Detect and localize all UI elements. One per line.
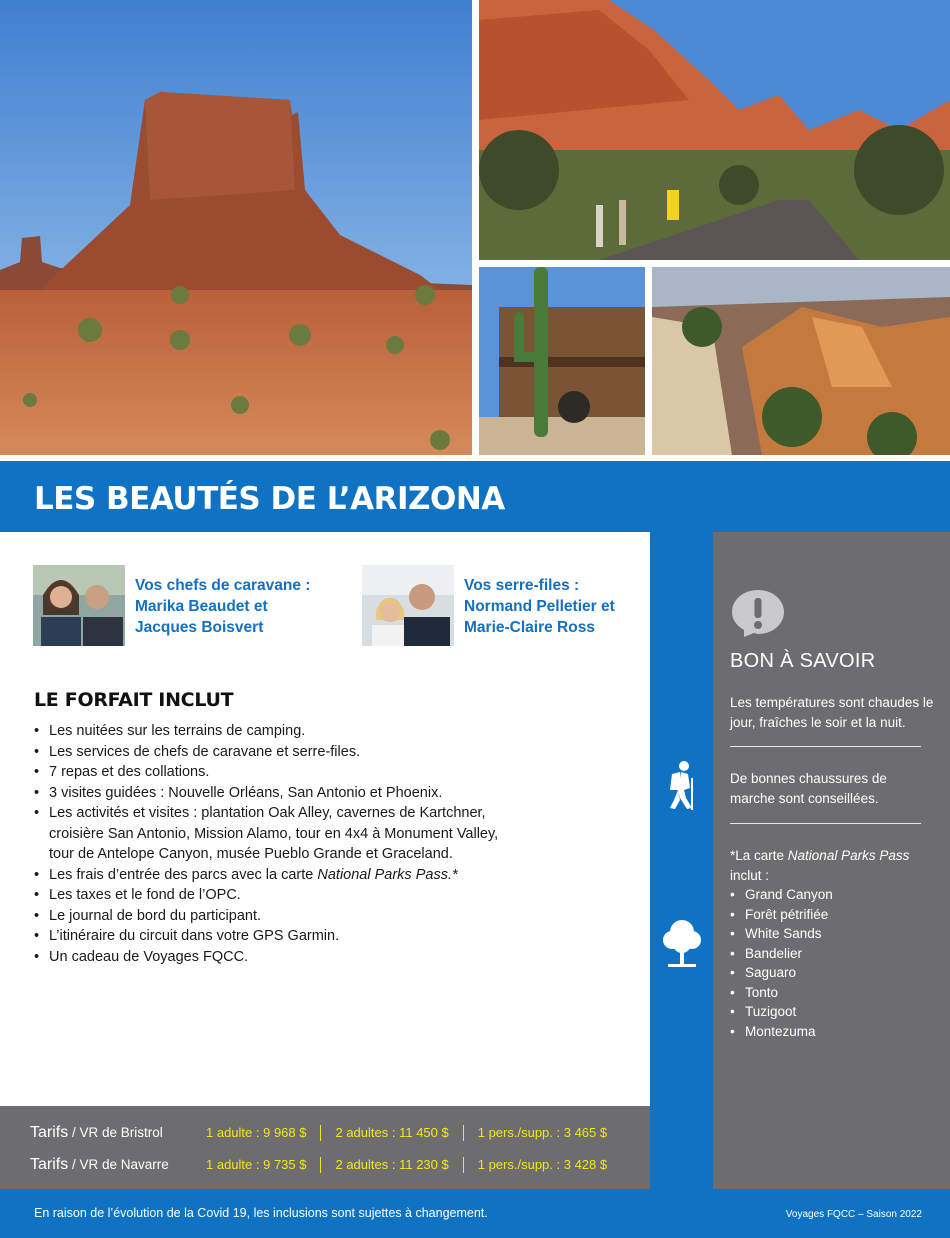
list-item: • Forêt pétrifiée <box>730 905 910 925</box>
parks-list <box>730 885 910 1041</box>
leader-line: Vos chefs de caravane : <box>135 577 311 594</box>
photo-grand-canyon <box>652 267 950 455</box>
leader-line: Normand Pelletier et <box>464 598 615 615</box>
tree-icon <box>662 918 702 968</box>
leader-line: Vos serre-files : <box>464 577 580 594</box>
forfait-title: LE FORFAIT INCLUT <box>34 689 234 711</box>
leader-line: Marika Beaudet et <box>135 598 268 615</box>
leader-line: Marie-Claire Ross <box>464 619 595 636</box>
bon-paragraph-2: De bonnes chaussures de marche sont conseillées. <box>730 771 887 806</box>
list-item: • White Sands <box>730 924 910 944</box>
tarif-label <box>30 1124 206 1142</box>
avatar-chefs <box>33 565 125 646</box>
list-item: • Grand Canyon <box>730 885 910 905</box>
tarif-price: 1 adulte : 9 968 $ <box>206 1125 307 1140</box>
tarif-price: 1 pers./supp. : 3 465 $ <box>463 1125 621 1141</box>
list-item: • Montezuma <box>730 1022 910 1042</box>
leaders-serre-files-text <box>464 565 615 646</box>
footer-credit: Voyages FQCC – Saison 2022 <box>785 1209 922 1220</box>
parks-intro: *La carte <box>730 848 788 863</box>
divider <box>730 823 921 824</box>
list-item: • L’itinéraire du circuit dans votre GPS Garmin. <box>34 926 594 947</box>
tarif-label <box>30 1156 206 1174</box>
blue-side-strip <box>650 532 713 1189</box>
bon-a-savoir-panel <box>713 532 950 1189</box>
list-item: • 7 repas et des collations. <box>34 762 594 783</box>
list-item: • Les nuitées sur les terrains de camping. <box>34 721 594 742</box>
hiker-icon <box>664 760 698 810</box>
photo-cactus-saloon <box>479 267 645 455</box>
list-item-text: Les frais d’entrée des parcs avec la carte <box>49 866 318 883</box>
list-item: • Les taxes et le fond de l’OPC. <box>34 885 594 906</box>
tarif-row <box>30 1156 621 1174</box>
tarif-price: 2 adultes : 11 450 $ <box>320 1125 462 1141</box>
list-item: • Les services de chefs de caravane et serre-files. <box>34 742 594 763</box>
list-item: • 3 visites guidées : Nouvelle Orléans, San Antonio et Phoenix. <box>34 783 594 804</box>
bon-paragraph-1: Les températures sont chaudes le jour, fraîches le soir et la nuit. <box>730 695 934 730</box>
bon-parks-block <box>730 846 910 1041</box>
list-item: • Saguaro <box>730 963 910 983</box>
list-item <box>34 803 594 865</box>
list-item-line: Les activités et visites : plantation Oak Alley, cavernes de Kartchner, <box>49 805 486 821</box>
list-item-line: tour de Antelope Canyon, musée Pueblo Grande et Graceland. <box>49 846 453 862</box>
list-item: • Tuzigoot <box>730 1002 910 1022</box>
tarif-label-sub: / VR de Navarre <box>68 1157 169 1172</box>
list-item: • Tonto <box>730 983 910 1003</box>
tarif-price: 1 pers./supp. : 3 428 $ <box>463 1157 621 1173</box>
photo-sedona-road <box>479 0 950 260</box>
footer-band <box>0 1189 950 1238</box>
leader-line: Jacques Boisvert <box>135 619 264 636</box>
leaders-chefs <box>33 565 310 646</box>
tarif-price: 1 adulte : 9 735 $ <box>206 1157 307 1172</box>
leaders-chefs-text <box>135 565 310 646</box>
tarif-label-sub: / VR de Bristrol <box>68 1125 163 1140</box>
list-item-italic: National Parks Pass.* <box>317 866 458 883</box>
list-item-line: croisière San Antonio, Mission Alamo, tour en 4x4 à Monument Valley, <box>49 825 499 842</box>
list-item <box>34 865 594 886</box>
bon-a-savoir-title: BON À SAVOIR <box>730 650 876 672</box>
footer-note: En raison de l’évolution de la Covid 19, les inclusions sont sujettes à changement. <box>34 1206 488 1220</box>
list-item: • Un cadeau de Voyages FQCC. <box>34 947 594 968</box>
list-item: • Bandelier <box>730 944 910 964</box>
tarif-label-main: Tarifs <box>30 1156 69 1173</box>
page-title: LES BEAUTÉS DE L’ARIZONA <box>34 481 505 517</box>
avatar-serre-files <box>362 565 454 646</box>
tarif-price: 2 adultes : 11 230 $ <box>320 1157 462 1173</box>
title-band <box>0 461 950 532</box>
leaders-serre-files <box>362 565 615 646</box>
divider <box>730 746 921 747</box>
exclamation-bubble-icon <box>730 588 786 638</box>
photo-monument-valley <box>0 0 472 455</box>
tarif-label-main: Tarifs <box>30 1124 69 1141</box>
tarifs-bar <box>0 1106 650 1189</box>
parks-intro-suffix: inclut : <box>730 867 770 883</box>
tarif-row <box>30 1124 621 1142</box>
parks-intro-italic: National Parks Pass <box>787 848 910 863</box>
forfait-list <box>34 721 594 967</box>
list-item: • Le journal de bord du participant. <box>34 906 594 927</box>
